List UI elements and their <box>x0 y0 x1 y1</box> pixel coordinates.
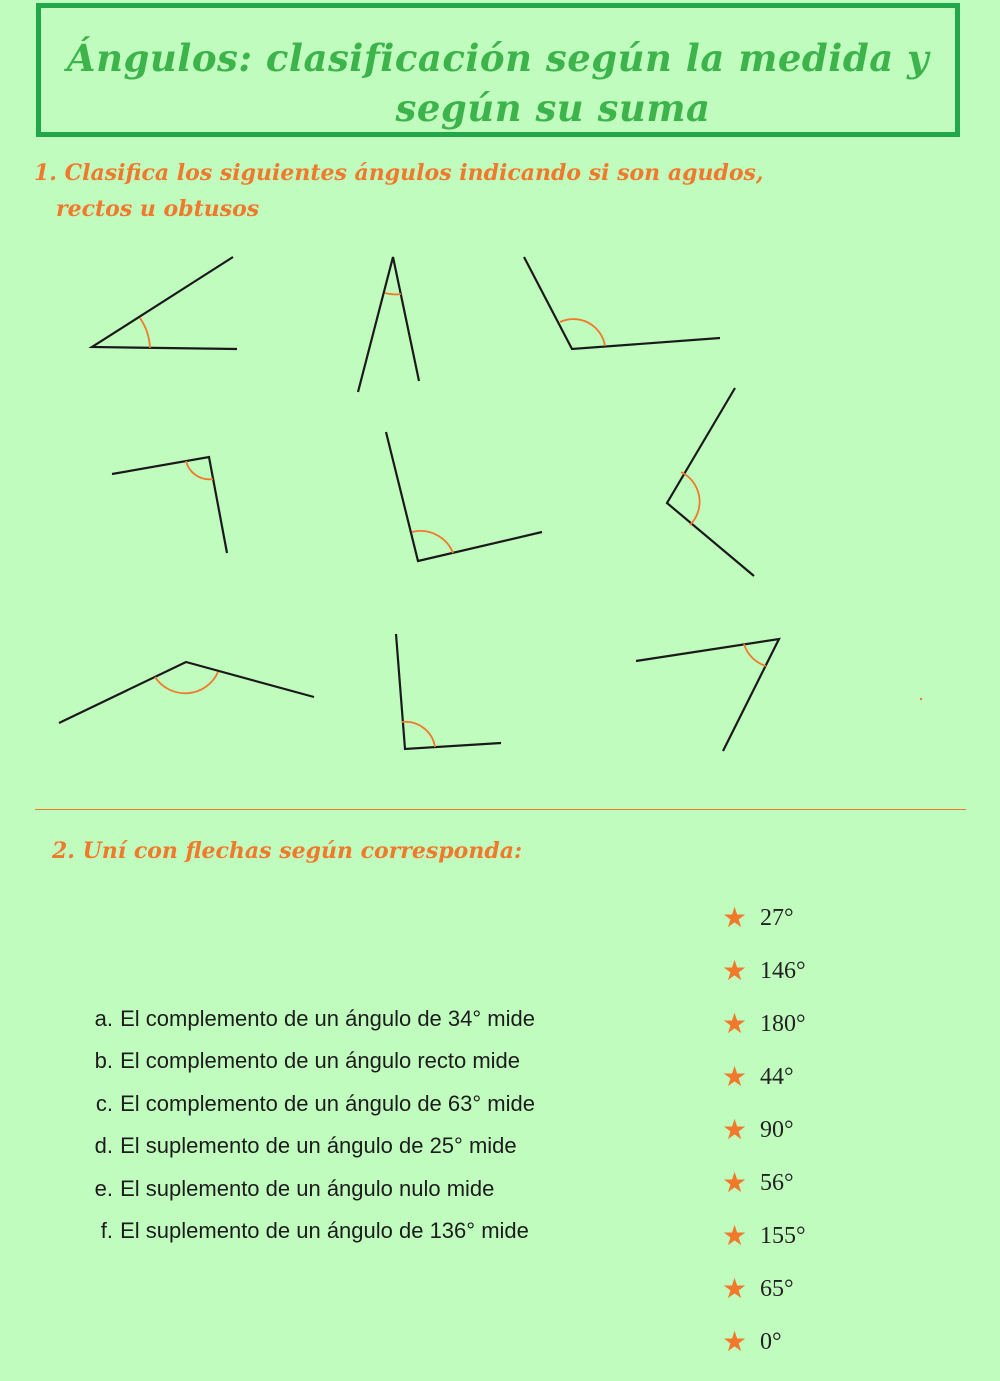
option-65[interactable] <box>722 1263 806 1316</box>
option-value: 27° <box>760 905 794 931</box>
statement-letter: a. <box>94 1006 113 1031</box>
exercise-1-heading-line-2: rectos u obtusos <box>56 196 260 222</box>
option-value: 146° <box>760 958 806 984</box>
option-value: 65° <box>760 1276 794 1302</box>
statement-a[interactable] <box>84 1006 535 1048</box>
option-44[interactable] <box>722 1051 806 1104</box>
option-value: 90° <box>760 1117 794 1143</box>
stray-dot <box>920 698 922 700</box>
star-icon: ★ <box>722 1326 748 1358</box>
statement-text: El suplemento de un ángulo nulo mide <box>120 1175 495 1201</box>
star-icon: ★ <box>722 955 748 987</box>
statement-c[interactable] <box>84 1091 535 1133</box>
option-value: 155° <box>760 1223 806 1249</box>
exercise-1-heading: 1. Clasifica los siguientes ángulos indicando si son agudos, <box>34 160 764 186</box>
option-value: 56° <box>760 1170 794 1196</box>
option-180[interactable] <box>722 998 806 1051</box>
statement-d[interactable] <box>84 1133 535 1175</box>
statement-e[interactable] <box>84 1176 535 1218</box>
option-value: 180° <box>760 1011 806 1037</box>
option-56[interactable] <box>722 1157 806 1210</box>
statement-letter: b. <box>94 1048 113 1074</box>
exercise-2-heading: 2. Uní con flechas según corresponda: <box>52 838 523 864</box>
angle-2 <box>358 257 419 392</box>
statement-letter: c. <box>95 1090 113 1116</box>
statement-letter: d. <box>94 1133 113 1159</box>
statement-b[interactable] <box>84 1048 535 1090</box>
option-27[interactable] <box>722 892 806 945</box>
star-icon: ★ <box>722 1167 748 1199</box>
statement-text: El complemento de un ángulo recto mide <box>120 1048 521 1074</box>
page-title-line-1: Ángulos: clasificación según la medida y <box>66 36 930 80</box>
option-90[interactable] <box>722 1104 806 1157</box>
statement-text: El complemento de un ángulo de 34° mide <box>120 1006 535 1031</box>
statement-list <box>84 1006 535 1260</box>
section-divider <box>35 809 966 810</box>
title-box <box>36 3 960 137</box>
star-icon: ★ <box>722 1008 748 1040</box>
option-list <box>722 892 806 1369</box>
statement-letter: f. <box>100 1217 113 1243</box>
option-146[interactable] <box>722 945 806 998</box>
statement-f[interactable] <box>84 1218 535 1260</box>
statement-letter: e. <box>94 1175 113 1201</box>
star-icon: ★ <box>722 902 748 934</box>
option-value: 44° <box>760 1064 794 1090</box>
statement-text: El suplemento de un ángulo de 136° mide <box>120 1217 529 1243</box>
angle-8 <box>396 634 501 749</box>
option-value: 0° <box>760 1329 782 1355</box>
star-icon: ★ <box>722 1114 748 1146</box>
angle-1 <box>92 257 237 349</box>
option-155[interactable] <box>722 1210 806 1263</box>
angle-7 <box>59 662 314 723</box>
star-icon: ★ <box>722 1061 748 1093</box>
option-0[interactable] <box>722 1316 806 1369</box>
statement-text: El suplemento de un ángulo de 25° mide <box>120 1133 517 1159</box>
statement-text: El complemento de un ángulo de 63° mide <box>120 1090 535 1116</box>
page-title-line-2: según su suma <box>395 86 711 130</box>
angles-figure <box>0 240 1000 780</box>
angle-6 <box>667 388 754 576</box>
angle-5 <box>386 432 542 561</box>
angle-4 <box>112 457 227 553</box>
angle-3 <box>524 257 720 349</box>
angle-9 <box>636 639 779 751</box>
star-icon: ★ <box>722 1220 748 1252</box>
star-icon: ★ <box>722 1273 748 1305</box>
